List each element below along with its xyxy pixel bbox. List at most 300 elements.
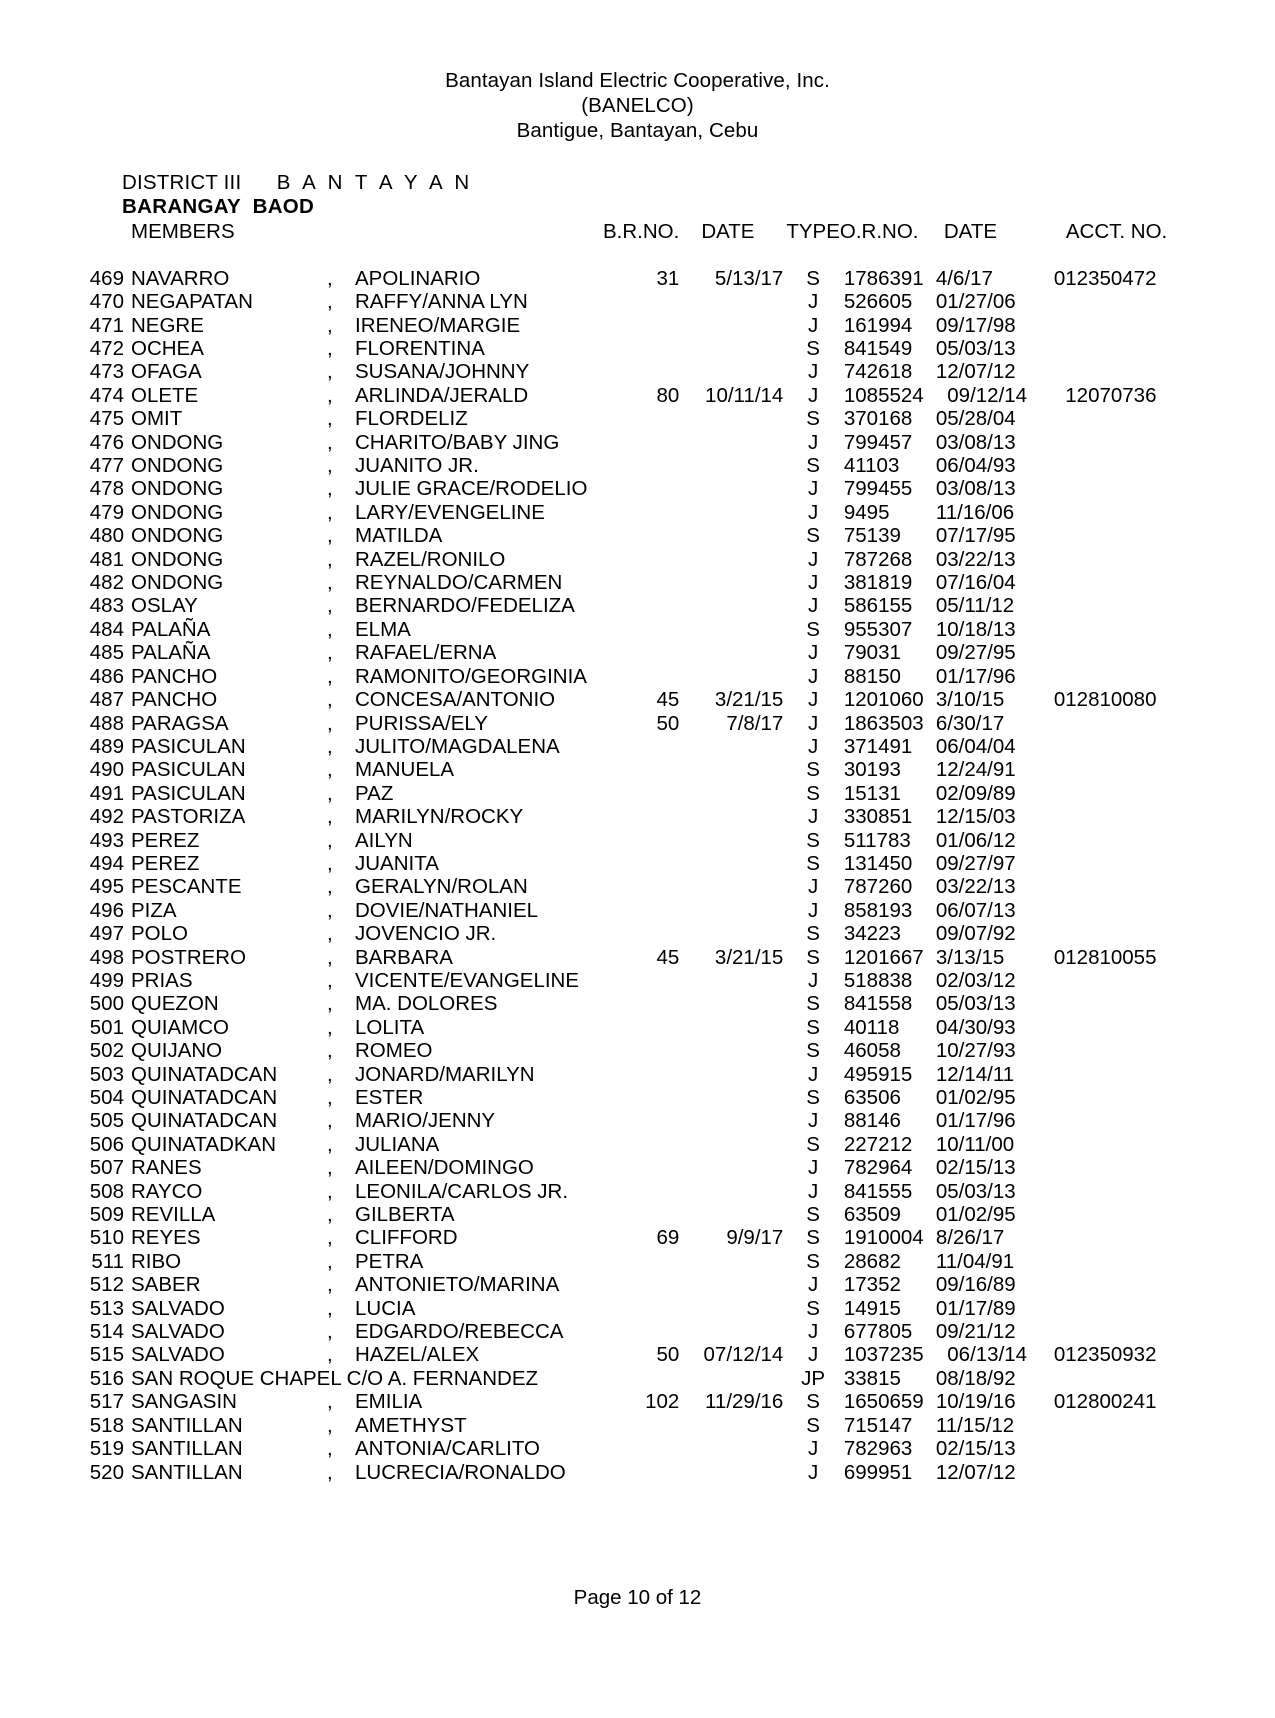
- table-row: [82, 899, 1180, 922]
- row-number: 469: [89, 266, 124, 290]
- or-no-value: 1910004: [843, 1226, 924, 1250]
- member-first-name: AILYN: [355, 828, 413, 852]
- member-last-name: SALVADO: [131, 1296, 225, 1320]
- type-value: J: [807, 641, 819, 665]
- member-first-name: BARBARA: [355, 945, 453, 969]
- row-number: 519: [89, 1437, 124, 1461]
- member-last-name: PRIAS: [131, 968, 193, 992]
- acct-no-value: [1048, 337, 1180, 360]
- member-last-name: PASTORIZA: [131, 805, 246, 829]
- br-date-value: [679, 1109, 786, 1132]
- or-date-value: 06/04/04: [935, 734, 1016, 758]
- br-no-value: [603, 735, 679, 758]
- table-row: [82, 594, 1180, 617]
- member-first-name: JUANITA: [355, 851, 439, 875]
- row-number: 509: [89, 1203, 124, 1227]
- or-date-value: 12/14/11: [935, 1062, 1015, 1086]
- members-table: [82, 220, 1180, 1484]
- name-separator: ,: [327, 1109, 333, 1133]
- member-last-name: QUEZON: [131, 992, 219, 1016]
- or-date-value: 03/08/13: [935, 430, 1016, 454]
- column-header-type: TYPE: [786, 220, 840, 243]
- row-number: 511: [91, 1249, 124, 1273]
- or-date-value: 09/12/14: [935, 383, 1028, 407]
- br-no-value: [603, 992, 679, 1015]
- member-last-name: PARAGSA: [131, 711, 229, 735]
- br-no-value: [603, 1414, 679, 1437]
- table-row: [82, 267, 1180, 290]
- member-first-name: MA. DOLORES: [355, 992, 498, 1016]
- type-value: S: [806, 454, 820, 478]
- name-separator: ,: [327, 454, 333, 478]
- member-first-name: ANTONIETO/MARINA: [355, 1273, 560, 1297]
- type-value: S: [806, 851, 820, 875]
- name-separator: ,: [327, 1179, 333, 1203]
- type-value: J: [807, 1062, 819, 1086]
- acct-no-value: [1048, 735, 1180, 758]
- table-row: [82, 922, 1180, 945]
- or-date-value: 09/16/89: [935, 1273, 1016, 1297]
- table-row: [82, 524, 1180, 547]
- row-number: 496: [89, 898, 124, 922]
- br-no-value: [603, 1461, 679, 1484]
- br-date-value: 3/21/15: [714, 688, 784, 712]
- br-date-value: [679, 992, 786, 1015]
- br-no-value: [603, 477, 679, 500]
- member-last-name: PANCHO: [131, 688, 218, 712]
- or-no-value: 1863503: [843, 711, 924, 735]
- row-number: 518: [89, 1413, 124, 1437]
- br-no-value: [603, 571, 679, 594]
- document-page: [0, 68, 1275, 1718]
- br-date-value: 7/8/17: [726, 711, 784, 735]
- type-value: S: [806, 945, 820, 969]
- table-row: [82, 852, 1180, 875]
- acct-no-value: [1048, 477, 1180, 500]
- row-number: 512: [89, 1273, 124, 1297]
- acct-no-value: [1048, 524, 1180, 547]
- acct-no-value: [1048, 782, 1180, 805]
- br-date-value: [679, 1016, 786, 1039]
- table-row: [82, 1180, 1180, 1203]
- name-separator: ,: [327, 828, 333, 852]
- name-separator: ,: [327, 758, 333, 782]
- table-row: [82, 1226, 1180, 1249]
- member-last-name: NEGAPATAN: [131, 290, 253, 314]
- table-row: [82, 384, 1180, 407]
- or-date-value: 01/27/06: [935, 290, 1016, 314]
- name-separator: ,: [327, 266, 333, 290]
- acct-no-value: [1048, 407, 1180, 430]
- br-no-value: [603, 665, 679, 688]
- row-number: 490: [89, 758, 124, 782]
- acct-no-value: [1048, 712, 1180, 735]
- member-first-name: CONCESA/ANTONIO: [355, 688, 556, 712]
- member-first-name: EMILIA: [355, 1390, 423, 1414]
- type-value: J: [807, 1179, 819, 1203]
- member-first-name: BERNARDO/FEDELIZA: [355, 594, 575, 618]
- or-no-value: 518838: [843, 968, 913, 992]
- br-no-value: [603, 1203, 679, 1226]
- column-header-or-no: O.R.NO.: [839, 220, 919, 243]
- br-no-value: [603, 501, 679, 524]
- company-acronym: (BANELCO): [581, 94, 694, 117]
- row-number: 477: [89, 454, 124, 478]
- or-date-value: 12/07/12: [935, 1460, 1016, 1484]
- or-no-value: 30193: [843, 758, 901, 782]
- row-number: 514: [89, 1320, 124, 1344]
- br-no-value: [603, 1016, 679, 1039]
- br-date-value: [679, 1461, 786, 1484]
- member-first-name: FLORDELIZ: [355, 407, 468, 431]
- br-no-value: 80: [656, 383, 680, 407]
- br-date-value: [679, 969, 786, 992]
- br-date-value: [679, 314, 786, 337]
- or-no-value: 1786391: [843, 266, 924, 290]
- member-name-full: SAN ROQUE CHAPEL C/O A. FERNANDEZ: [131, 1366, 539, 1390]
- type-value: J: [807, 500, 819, 524]
- br-date-value: [679, 454, 786, 477]
- member-last-name: ONDONG: [131, 430, 224, 454]
- or-no-value: 841555: [843, 1179, 913, 1203]
- name-separator: ,: [327, 945, 333, 969]
- member-last-name: OCHEA: [131, 337, 204, 361]
- column-header-row: [82, 220, 1180, 243]
- or-no-value: 63509: [843, 1203, 901, 1227]
- header-gap: [82, 243, 1180, 266]
- or-date-value: 09/07/92: [935, 922, 1016, 946]
- type-value: S: [806, 922, 820, 946]
- or-no-value: 371491: [843, 734, 913, 758]
- or-no-value: 14915: [843, 1296, 901, 1320]
- br-date-value: [679, 665, 786, 688]
- member-last-name: ONDONG: [131, 477, 224, 501]
- br-date-value: [679, 290, 786, 313]
- table-row: [82, 1109, 1180, 1132]
- member-first-name: CHARITO/BABY JING: [355, 430, 560, 454]
- table-row: [82, 782, 1180, 805]
- or-date-value: 09/17/98: [935, 313, 1016, 337]
- type-value: S: [806, 1390, 820, 1414]
- member-last-name: OLETE: [131, 383, 199, 407]
- member-first-name: RAFFY/ANNA LYN: [355, 290, 528, 314]
- table-row: [82, 969, 1180, 992]
- br-no-value: [603, 782, 679, 805]
- or-no-value: 1201667: [843, 945, 924, 969]
- member-last-name: RAYCO: [131, 1179, 203, 1203]
- member-first-name: PAZ: [355, 781, 394, 805]
- type-value: J: [807, 290, 819, 314]
- or-no-value: 495915: [843, 1062, 913, 1086]
- member-first-name: ESTER: [355, 1086, 424, 1110]
- br-no-value: [603, 1180, 679, 1203]
- br-no-value: [603, 594, 679, 617]
- br-no-value: [603, 337, 679, 360]
- table-row: [82, 548, 1180, 571]
- acct-no-value: 12070736: [1053, 383, 1157, 407]
- type-value: J: [807, 1343, 819, 1367]
- name-separator: ,: [327, 1226, 333, 1250]
- table-row: [82, 1320, 1180, 1343]
- table-row: [82, 805, 1180, 828]
- or-date-value: 11/15/12: [935, 1413, 1015, 1437]
- member-last-name: PESCANTE: [131, 875, 242, 899]
- row-number: 484: [89, 617, 124, 641]
- or-no-value: 370168: [843, 407, 913, 431]
- member-last-name: SANTILLAN: [131, 1460, 243, 1484]
- br-date-value: 5/13/17: [714, 266, 784, 290]
- row-number: 505: [89, 1109, 124, 1133]
- row-number: 520: [89, 1460, 124, 1484]
- name-separator: ,: [327, 1343, 333, 1367]
- member-first-name: FLORENTINA: [355, 337, 485, 361]
- or-no-value: 15131: [843, 781, 901, 805]
- br-date-value: [679, 1156, 786, 1179]
- table-row: [82, 712, 1180, 735]
- member-last-name: SALVADO: [131, 1343, 225, 1367]
- member-last-name: PIZA: [131, 898, 177, 922]
- table-row: [82, 360, 1180, 383]
- acct-no-value: [1048, 1437, 1180, 1460]
- name-separator: ,: [327, 922, 333, 946]
- page-number-label: Page 10 of 12: [573, 1586, 702, 1609]
- member-last-name: NAVARRO: [131, 266, 230, 290]
- member-last-name: SABER: [131, 1273, 201, 1297]
- acct-no-value: [1048, 992, 1180, 1015]
- member-last-name: PANCHO: [131, 664, 218, 688]
- acct-no-value: [1048, 922, 1180, 945]
- row-number: 479: [89, 500, 124, 524]
- acct-no-value: [1048, 1250, 1180, 1273]
- acct-no-value: [1048, 665, 1180, 688]
- row-number: 499: [89, 968, 124, 992]
- br-no-value: [603, 454, 679, 477]
- br-date-value: [679, 618, 786, 641]
- or-date-value: 01/02/95: [935, 1086, 1016, 1110]
- row-number: 501: [89, 1015, 124, 1039]
- row-number: 487: [89, 688, 124, 712]
- br-no-value: [603, 360, 679, 383]
- type-value: J: [807, 875, 819, 899]
- name-separator: ,: [327, 430, 333, 454]
- column-header-br-no: B.R.NO.: [603, 220, 680, 243]
- type-value: S: [806, 1086, 820, 1110]
- br-date-value: [679, 1039, 786, 1062]
- table-body: [82, 267, 1180, 1484]
- or-date-value: 8/26/17: [935, 1226, 1005, 1250]
- or-no-value: 1201060: [843, 688, 924, 712]
- acct-no-value: [1048, 1414, 1180, 1437]
- or-no-value: 330851: [843, 805, 913, 829]
- or-date-value: 03/22/13: [935, 875, 1016, 899]
- member-last-name: PASICULAN: [131, 734, 246, 758]
- member-last-name: PALAÑA: [131, 641, 211, 665]
- acct-no-value: [1048, 431, 1180, 454]
- br-no-value: [603, 1273, 679, 1296]
- br-date-value: 9/9/17: [726, 1226, 784, 1250]
- or-date-value: 09/27/97: [935, 851, 1016, 875]
- member-first-name: HAZEL/ALEX: [355, 1343, 480, 1367]
- member-first-name: VICENTE/EVANGELINE: [355, 968, 580, 992]
- or-date-value: 11/04/91: [935, 1249, 1015, 1273]
- br-date-value: [679, 1414, 786, 1437]
- table-row: [82, 314, 1180, 337]
- or-date-value: 09/21/12: [935, 1320, 1016, 1344]
- or-date-value: 3/13/15: [935, 945, 1005, 969]
- or-no-value: 699951: [843, 1460, 913, 1484]
- row-number: 498: [89, 945, 124, 969]
- table-row: [82, 454, 1180, 477]
- or-no-value: 841549: [843, 337, 913, 361]
- type-value: S: [806, 1015, 820, 1039]
- name-separator: ,: [327, 1132, 333, 1156]
- or-date-value: 10/18/13: [935, 617, 1016, 641]
- type-value: J: [807, 1109, 819, 1133]
- br-date-value: 07/12/14: [703, 1343, 784, 1367]
- or-date-value: 01/06/12: [935, 828, 1016, 852]
- member-last-name: PALAÑA: [131, 617, 211, 641]
- member-last-name: REVILLA: [131, 1203, 216, 1227]
- member-last-name: OFAGA: [131, 360, 202, 384]
- name-separator: ,: [327, 594, 333, 618]
- member-first-name: JULIANA: [355, 1132, 440, 1156]
- br-no-value: 45: [656, 688, 680, 712]
- type-value: JP: [801, 1366, 826, 1390]
- br-date-value: [679, 1297, 786, 1320]
- br-no-value: [603, 805, 679, 828]
- br-date-value: 3/21/15: [714, 945, 784, 969]
- table-row: [82, 1133, 1180, 1156]
- name-separator: ,: [327, 851, 333, 875]
- or-no-value: 677805: [843, 1320, 913, 1344]
- table-row: [82, 1039, 1180, 1062]
- type-value: S: [806, 1413, 820, 1437]
- type-value: S: [806, 781, 820, 805]
- table-row: [82, 1343, 1180, 1366]
- or-no-value: 79031: [843, 641, 901, 665]
- or-date-value: 05/11/12: [935, 594, 1015, 618]
- or-no-value: 782964: [843, 1156, 913, 1180]
- table-row: [82, 618, 1180, 641]
- row-number: 488: [89, 711, 124, 735]
- name-separator: ,: [327, 968, 333, 992]
- row-number: 482: [89, 571, 124, 595]
- br-no-value: [603, 829, 679, 852]
- br-no-value: [603, 922, 679, 945]
- name-separator: ,: [327, 383, 333, 407]
- br-date-value: [679, 758, 786, 781]
- member-last-name: POLO: [131, 922, 188, 946]
- br-date-value: [679, 1086, 786, 1109]
- table-row: [82, 1437, 1180, 1460]
- acct-no-value: [1048, 1367, 1180, 1390]
- br-no-value: [603, 875, 679, 898]
- or-date-value: 3/10/15: [935, 688, 1005, 712]
- column-header-or-date: DATE: [943, 220, 998, 243]
- member-first-name: ARLINDA/JERALD: [355, 383, 529, 407]
- name-separator: ,: [327, 1156, 333, 1180]
- br-no-value: 45: [656, 945, 680, 969]
- type-value: S: [806, 1132, 820, 1156]
- acct-no-value: [1048, 852, 1180, 875]
- acct-no-value: [1048, 314, 1180, 337]
- br-date-value: [679, 735, 786, 758]
- acct-no-value: 012350932: [1053, 1343, 1157, 1367]
- member-first-name: RAFAEL/ERNA: [355, 641, 497, 665]
- row-number: 516: [89, 1366, 124, 1390]
- barangay-row: BARANGAY BAOD: [122, 194, 315, 218]
- type-value: J: [807, 1156, 819, 1180]
- br-date-value: [679, 805, 786, 828]
- district-label: DISTRICT III: [122, 171, 242, 194]
- table-row: [82, 290, 1180, 313]
- table-row: [82, 1297, 1180, 1320]
- table-row: [82, 501, 1180, 524]
- member-last-name: SALVADO: [131, 1320, 225, 1344]
- or-no-value: 787260: [843, 875, 913, 899]
- or-date-value: 05/03/13: [935, 337, 1016, 361]
- member-first-name: PURISSA/ELY: [355, 711, 488, 735]
- member-first-name: AMETHYST: [355, 1413, 467, 1437]
- table-row: [82, 735, 1180, 758]
- member-first-name: LOLITA: [355, 1015, 425, 1039]
- type-value: S: [806, 1296, 820, 1320]
- member-last-name: SANGASIN: [131, 1390, 237, 1414]
- row-number: 517: [89, 1390, 124, 1414]
- acct-no-value: 012810080: [1053, 688, 1157, 712]
- or-date-value: 04/30/93: [935, 1015, 1016, 1039]
- name-separator: ,: [327, 290, 333, 314]
- letterhead: [0, 68, 1275, 143]
- acct-no-value: [1048, 1156, 1180, 1179]
- member-last-name: SANTILLAN: [131, 1413, 243, 1437]
- acct-no-value: [1048, 758, 1180, 781]
- member-first-name: REYNALDO/CARMEN: [355, 571, 563, 595]
- or-no-value: 511783: [843, 828, 911, 852]
- table-row: [82, 946, 1180, 969]
- acct-no-value: [1048, 805, 1180, 828]
- or-date-value: 05/03/13: [935, 992, 1016, 1016]
- table-row: [82, 665, 1180, 688]
- row-number: 515: [89, 1343, 124, 1367]
- member-last-name: PASICULAN: [131, 781, 246, 805]
- row-number: 486: [89, 664, 124, 688]
- or-no-value: 88146: [843, 1109, 901, 1133]
- name-separator: ,: [327, 313, 333, 337]
- or-date-value: 06/04/93: [935, 454, 1016, 478]
- or-no-value: 63506: [843, 1086, 901, 1110]
- br-date-value: [679, 1063, 786, 1086]
- acct-no-value: [1048, 1016, 1180, 1039]
- or-no-value: 33815: [843, 1366, 901, 1390]
- acct-no-value: [1048, 1273, 1180, 1296]
- member-last-name: PEREZ: [131, 828, 200, 852]
- or-no-value: 526605: [843, 290, 913, 314]
- acct-no-value: [1048, 1180, 1180, 1203]
- name-separator: ,: [327, 360, 333, 384]
- type-value: J: [807, 594, 819, 618]
- or-date-value: 07/17/95: [935, 524, 1016, 548]
- row-number: 491: [89, 781, 124, 805]
- name-separator: ,: [327, 734, 333, 758]
- member-first-name: MANUELA: [355, 758, 455, 782]
- member-first-name: GERALYN/ROLAN: [355, 875, 528, 899]
- row-number: 507: [89, 1156, 124, 1180]
- table-row: [82, 992, 1180, 1015]
- member-last-name: QUIJANO: [131, 1039, 223, 1063]
- or-date-value: 05/28/04: [935, 407, 1016, 431]
- type-value: J: [807, 1460, 819, 1484]
